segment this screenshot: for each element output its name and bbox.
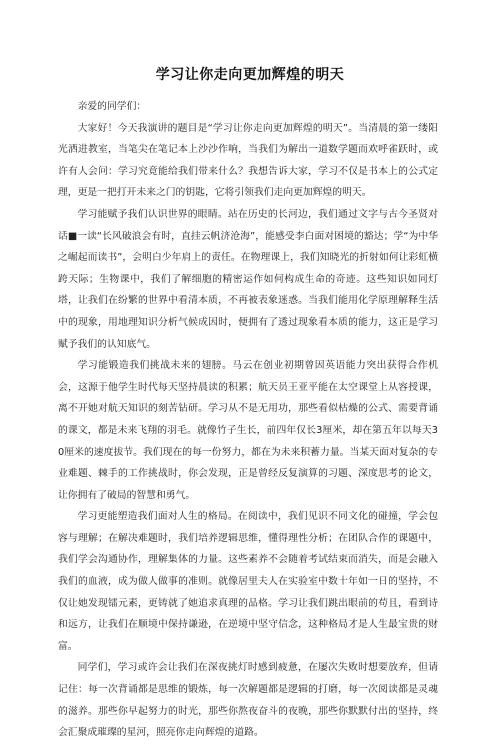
- body-paragraph-character: 学习更能塑造我们面对人生的格局。在阅读中，我们见识不同文化的碰撞，学会包容与理解；在解决难题时，我们培养逻辑思维，懂得理性分析；在团队合作的课题中，我们学会沟通协作，理解集体的力量。这些素养不会随着考试结束而消失，而是会融入我们的血液，成为做人做事的准则。就像居里夫人在实验室中数十年如一日的坚持，不仅让她发现镭元素，更铸就了她追求真理的品格。学习让我们跳出眼前的苟且，看到诗和远方，让我们在顺境中保持谦逊，在逆境中坚守信念，这种格局才是人生最宝贵的财富。: [58, 511, 438, 652]
- body-paragraph-knowledge: 学习能赋予我们认识世界的眼睛。站在历史的长河边，我们通过文字与古今圣贤对话■一读“长风破浪会有时，直挂云帆济沧海”，能感受李白面对困境的豁达；学“为中华之崛起而读书”，会明白少年肩上的责任。在物理课上，我们知晓光的折射如何让彩虹横跨天际；生物课中，我们了解细胞的精密运作如何构成生命的奇迹。这些知识如同灯塔，让我们在纷繁的世界中看清本质，不再被表象迷惑。当我们能用化学原理解释生活中的现象，用地理知识分析气候成因时，便拥有了透过现象看本质的能力，这正是学习赋予我们的认知底气。: [58, 208, 438, 350]
- body-paragraph-wings: 学习能锻造我们挑战未来的翅膀。马云在创业初期曾因英语能力突出获得合作机会，这源于他学生时代每天坚持晨读的积累；航天员王亚平能在太空课堂上从容授课，离不开她对航天知识的刻苦钻研。学习从不是无用功，那些看似枯燥的公式、需要背诵的课文，都是未来飞翔的羽毛。就像竹子生长，前四年仅长3厘米，却在第五年以每天30厘米的速度拔节。我们现在的每一份努力，都在为未来积蓄力量。当某天面对复杂的专业难题、棘手的工作挑战时，你会发现，正是曾经反复演算的习题、深度思考的论文，让你拥有了破局的智慧和勇气。: [58, 360, 438, 501]
- greeting-paragraph: 亲爱的同学们：: [77, 101, 147, 112]
- page-title: 学习让你走向更加辉煌的明天: [155, 67, 345, 83]
- closing-paragraph: 同学们，学习或许会让我们在深夜挑灯时感到疲惫，在屡次失败时想要放弃，但请记住：每一次背诵都是思维的锻炼，每一次解题都是逻辑的打磨，每一次阅读都是灵魂的滋养。那些你早起努力的时光，那些你熬夜奋斗的夜晚，那些你默默付出的坚持，终会汇聚成璀璨的星河，照亮你走向辉煌的道路。: [58, 662, 438, 739]
- document-body: [58, 96, 438, 744]
- intro-paragraph: 大家好！今天我演讲的题目是“学习让你走向更加辉煌的明天”。当清晨的第一缕阳光洒进教室，当笔尖在笔记本上沙沙作响，当我们为解出一道数学题而欢呼雀跃时，或许有人会问：学习究竟能给我们带来什么？我想告诉大家，学习不仅是书本上的公式定理，更是一把打开未来之门的钥匙，它将引领我们走向更加辉煌的明天。: [58, 122, 438, 199]
